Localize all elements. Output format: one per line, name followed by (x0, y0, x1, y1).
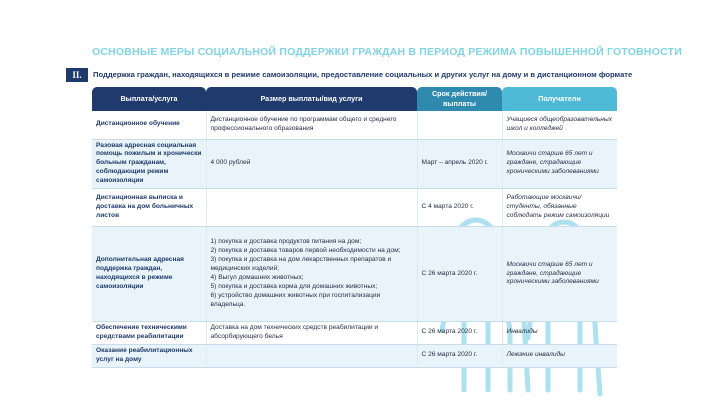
row-term: Март – апрель 2020 г. (417, 139, 502, 188)
header-detail: Размер выплаты/вид услуги (206, 87, 417, 111)
row-term: С 26 марта 2020 г. (417, 226, 502, 321)
row-service: Дистанционное обучение (92, 111, 206, 139)
table-row (92, 321, 617, 344)
support-measures-table (92, 87, 617, 368)
table-row (92, 188, 617, 226)
row-service: Дополнительная адресная поддержка граждан, находящихся в режиме самоизоляции (92, 226, 206, 321)
section-title: Поддержка граждан, находящихся в режиме самоизоляции, предоставление социальных и других услуг на дому и в дистанционном формате (93, 70, 633, 79)
list-item: 2) покупка и доставка товаров первой необходимости на дом; (210, 247, 401, 255)
table-row (92, 226, 617, 321)
table-row (92, 111, 617, 139)
row-service: Оказание реабилитационных услуг на дому (92, 344, 206, 367)
row-term: С 26 марта 2020 г. (417, 344, 502, 367)
row-recipients: Учащиеся общеобразовательных школ и колледжей (502, 111, 617, 139)
list-item: 6) устройство домашних животных при госпитализации владельца. (210, 291, 381, 308)
row-recipients: Москвичи старше 65 лет и граждане, страдающие хроническими заболеваниями (502, 139, 617, 188)
row-detail: Доставка на дом технических средств реабилитации и абсорбирующего белья (206, 321, 417, 344)
row-service: Разовая адресная социальная помощь пожилым и хронически больным гражданам, соблюдающим режим самоизоляции (92, 139, 206, 188)
row-detail: 4 000 рублей (206, 139, 417, 188)
row-detail-list (206, 226, 417, 321)
header-recipients: Получатели (502, 87, 617, 111)
row-term: С 4 марта 2020 г. (417, 188, 502, 226)
header-service: Выплата/услуга (92, 87, 206, 111)
list-item: 3) покупка и доставка на дом лекарственных препаратов и медицинских изделий; (210, 256, 392, 273)
list-item: 1) покупка и доставка продуктов питания на дом; (210, 238, 362, 246)
row-recipients: Инвалиды (502, 321, 617, 344)
header-term: Срок действия/выплаты (417, 87, 502, 111)
row-service: Дистанционная выписка и доставка на дом больничных листов (92, 188, 206, 226)
row-detail: Дистанционное обучение по программам общего и среднего профессионального образования (206, 111, 417, 139)
table-row (92, 344, 617, 367)
row-recipients: Лежачие инвалиды (502, 344, 617, 367)
page-title: ОСНОВНЫЕ МЕРЫ СОЦИАЛЬНОЙ ПОДДЕРЖКИ ГРАЖДАН В ПЕРИОД РЕЖИМА ПОВЫШЕННОЙ ГОТОВНОСТИ (92, 46, 682, 58)
row-recipients: Работающие москвичи/студенты, обязанные соблюдать режим самоизоляции (502, 188, 617, 226)
section-number: II. (66, 68, 88, 82)
row-term: С 26 марта 2020 г. (417, 321, 502, 344)
table-row (92, 139, 617, 188)
row-recipients: Москвичи старше 65 лет и граждане, страдающие хроническими заболеваниями (502, 226, 617, 321)
list-item: 5) покупка и доставка корма для домашних животных; (210, 282, 378, 290)
row-detail (206, 344, 417, 367)
table-header-row (92, 87, 617, 111)
row-term (417, 111, 502, 139)
row-detail (206, 188, 417, 226)
row-service: Обеспечение техническими средствами реабилитации (92, 321, 206, 344)
list-item: 4) Выгул домашних животных; (210, 273, 304, 281)
